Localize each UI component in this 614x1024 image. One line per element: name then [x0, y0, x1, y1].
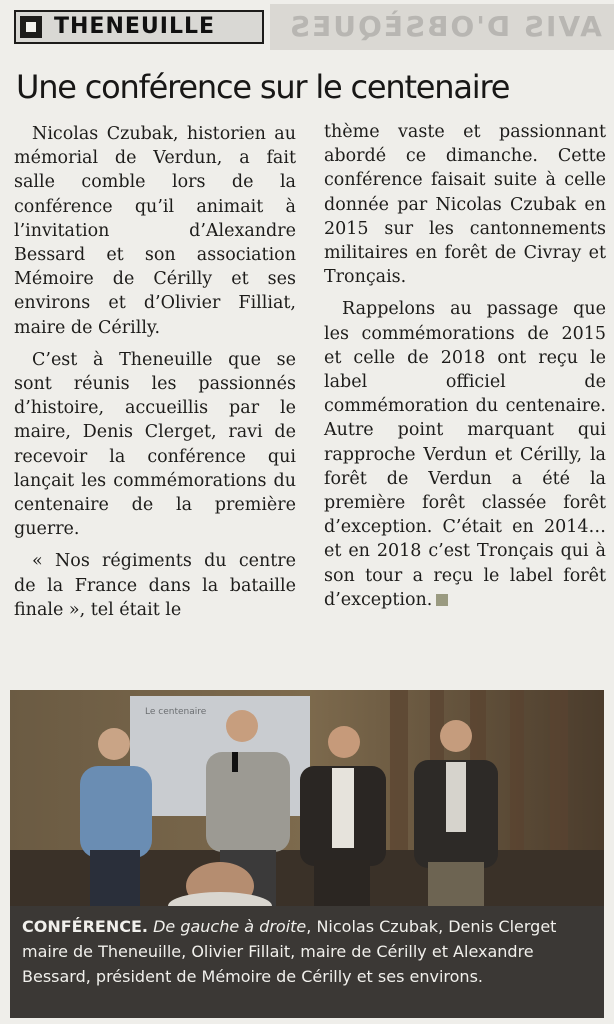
article-paragraph: « Nos régiments du centre de la France dans la bataille finale », tel était le — [14, 551, 296, 620]
article-column-left — [14, 122, 296, 630]
microphone-icon — [232, 752, 238, 772]
section-header — [14, 10, 264, 44]
section-title: THENEUILLE — [54, 14, 216, 39]
article-paragraph: C’est à Theneuille que se sont réunis les passionnés d’histoire, accueillis par le maire, Denis Clerget, ravi de recevoir la conférence qui lançait les commémorations du centenaire de la première guerre. — [14, 349, 296, 540]
article-paragraph: Nicolas Czubak, historien au mémorial de Verdun, a fait salle comble lors de la conférence qu’il animait à l’invitation d’Alexandre Bessard et son association Mémoire de Cérilly et ses environs et d’Olivier Filliat, maire de Cérilly. — [14, 124, 296, 338]
caption-text — [22, 914, 592, 989]
article-paragraph-text: Rappelons au passage que les commémorations de 2015 et celle de 2018 ont reçu le label officiel de commémoration du centenaire. Autre point marquant qui rapproche Verdun et Cérilly, la forêt de Verdun a été la première forêt classée forêt d’exception. C’était en 2014… et en 2018 c’est Tronçais qui à son tour a reçu le label forêt d’exception. — [324, 299, 606, 610]
article-headline: Une conférence sur le centenaire — [16, 68, 510, 106]
bleed-through-text — [270, 4, 614, 50]
bleed-through-label: AVIS D'OBSÈQUES — [288, 10, 602, 43]
caption-lead: CONFÉRENCE. — [22, 917, 148, 936]
article-paragraph — [324, 297, 606, 612]
photo-illustration — [10, 690, 604, 906]
article-paragraph: thème vaste et passionnant abordé ce dimanche. Cette conférence faisait suite à celle donnée par Nicolas Czubak en 2015 sur les cantonnements militaires en forêt de Civray et Tronçais. — [324, 122, 606, 288]
section-square-icon — [20, 16, 42, 38]
article-column-right — [324, 120, 606, 620]
caption-intro: De gauche à droite — [153, 917, 307, 936]
caption-body: , Nicolas Czubak, Denis Clerget maire de Theneuille, Olivier Fillait, maire de Cérilly et Alexandre Bessard, président de Mémoire de Cérilly et ses environs. — [22, 917, 557, 986]
screen-text: Le centenaire — [145, 707, 207, 717]
article-photo — [10, 690, 604, 906]
end-of-article-mark — [436, 594, 448, 606]
photo-caption — [10, 906, 604, 1018]
